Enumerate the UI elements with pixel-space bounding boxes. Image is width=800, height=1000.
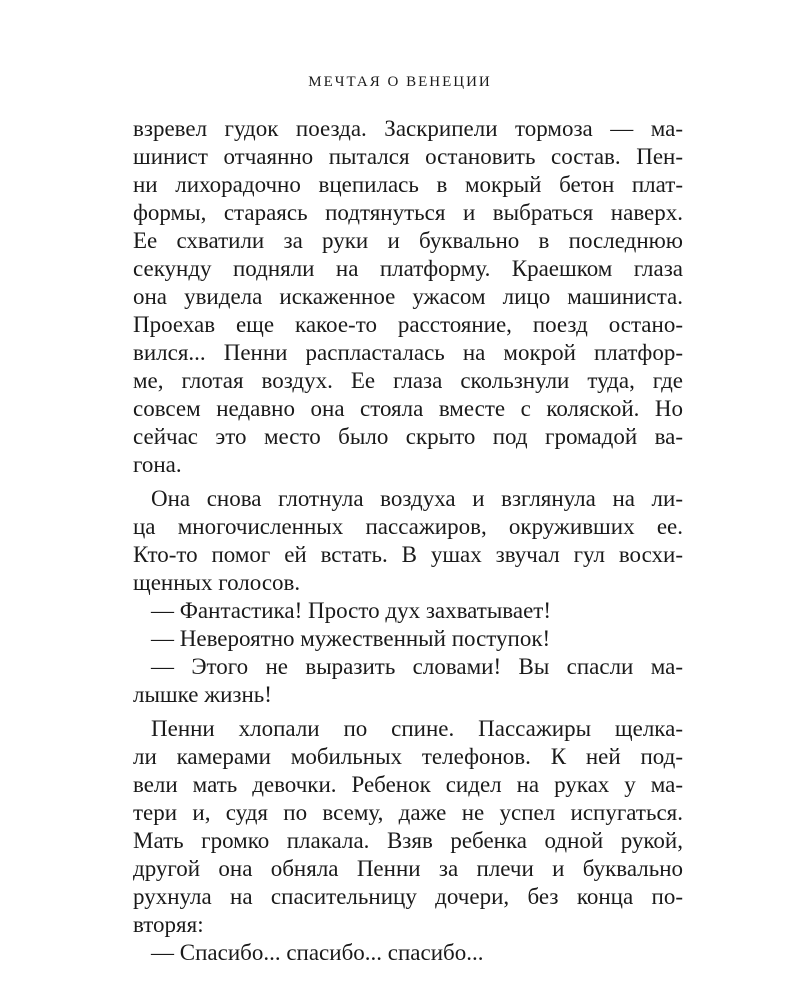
text-line: Проехав еще какое-то расстояние, поезд остано- <box>133 312 683 337</box>
text-line: сейчас это место было скрыто под громадой ва- <box>133 424 683 449</box>
text-line: секунду подняли на платформу. Краешком глаза <box>133 256 683 281</box>
dialogue-line: — Невероятно мужественный поступок! <box>151 626 551 651</box>
text-line: ли камерами мобильных телефонов. К ней под- <box>133 744 683 769</box>
text-line: вторяя: <box>133 912 204 937</box>
paragraph <box>133 597 683 625</box>
dialogue-line: — Фантастика! Просто дух захватывает! <box>151 598 551 623</box>
text-line: совсем недавно она стояла вместе с коляской. Но <box>133 396 683 421</box>
text-line: тери и, судя по всему, даже не успел испугаться. <box>133 800 683 825</box>
text-line: Ее схватили за руки и буквально в последнюю <box>133 228 683 253</box>
text-line: гона. <box>133 452 182 477</box>
dialogue-line: — Спасибо... спасибо... спасибо... <box>151 940 484 965</box>
body-text <box>133 115 683 967</box>
text-line: взревел гудок поезда. Заскрипели тормоза — ма- <box>133 116 683 141</box>
text-line: Она снова глотнула воздуха и взглянула на ли- <box>151 486 683 511</box>
text-line: ца многочисленных пассажиров, окруживших ее. <box>133 514 683 539</box>
text-line: Пенни хлопали по спине. Пассажиры щелка- <box>151 716 683 741</box>
paragraph <box>133 115 683 479</box>
paragraph <box>133 653 683 709</box>
paragraph <box>133 485 683 597</box>
text-line: шинист отчаянно пытался остановить состав. Пен- <box>133 144 683 169</box>
text-line: она увидела искаженное ужасом лицо машиниста. <box>133 284 683 309</box>
text-line: другой она обняла Пенни за плечи и буквально <box>133 856 683 881</box>
paragraph <box>133 715 683 939</box>
paragraph <box>133 939 683 967</box>
dialogue-line: — Этого не выразить словами! Вы спасли ма- <box>151 654 683 679</box>
text-line: рухнула на спасительницу дочери, без конца по- <box>133 884 683 909</box>
text-line: щенных голосов. <box>133 570 301 595</box>
text-line: формы, стараясь подтянуться и выбраться наверх. <box>133 200 683 225</box>
text-line: вели мать девочки. Ребенок сидел на руках у ма- <box>133 772 683 797</box>
text-line: вился... Пенни распласталась на мокрой платфор- <box>133 340 683 365</box>
text-line: лышке жизнь! <box>133 682 272 707</box>
paragraph <box>133 625 683 653</box>
text-line: ни лихорадочно вцепилась в мокрый бетон плат- <box>133 172 683 197</box>
text-line: Кто-то помог ей встать. В ушах звучал гул восхи- <box>133 542 683 567</box>
text-line: Мать громко плакала. Взяв ребенка одной рукой, <box>133 828 683 853</box>
running-head: МЕЧТАЯ О ВЕНЕЦИИ <box>308 74 492 90</box>
text-line: ме, глотая воздух. Ее глаза скользнули туда, где <box>133 368 683 393</box>
